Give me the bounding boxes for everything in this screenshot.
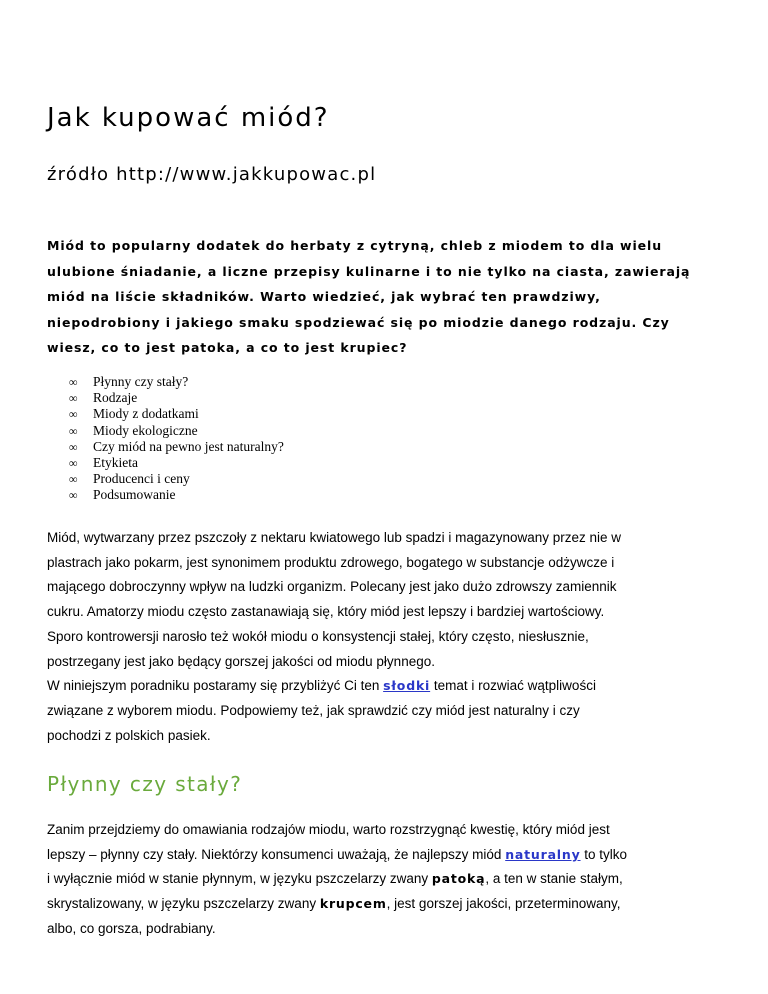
infinity-bullet-icon: ∞ bbox=[69, 439, 78, 454]
toc-item[interactable] bbox=[47, 455, 284, 471]
infinity-bullet-icon: ∞ bbox=[69, 456, 78, 471]
toc-item-label: Rodzaje bbox=[93, 390, 138, 406]
body-text: to tylko bbox=[580, 846, 628, 862]
toc-item[interactable] bbox=[47, 406, 284, 422]
toc-item[interactable] bbox=[47, 439, 284, 455]
body-paragraph bbox=[47, 526, 727, 748]
toc-item[interactable] bbox=[47, 374, 284, 390]
toc-item-label: Miody z dodatkami bbox=[93, 406, 199, 422]
body-text: skrystalizowany, w języku pszczelarzy zwany bbox=[47, 896, 320, 912]
intro-line: ulubione śniadanie, a liczne przepisy kulinarne i to nie tylko na ciasta, zawierają bbox=[47, 263, 691, 279]
body-line: Sporo kontrowersji narosło też wokół miodu o konsystencji stałej, który często, niesłusznie, bbox=[47, 628, 589, 644]
toc-item-label: Płynny czy stały? bbox=[93, 374, 189, 389]
natural-link[interactable]: naturalny bbox=[505, 846, 581, 862]
intro-line: miód na liście składników. Warto wiedzieć, jak wybrać ten prawdziwy, bbox=[47, 289, 601, 304]
section-heading: Płynny czy stały? bbox=[47, 772, 243, 796]
article-source: źródło http://www.jakkupowac.pl bbox=[47, 164, 377, 185]
body-line: postrzegany jest jako będący gorszej jakości od miodu płynnego. bbox=[47, 653, 435, 669]
section-paragraph bbox=[47, 818, 727, 942]
bold-term: patoką bbox=[431, 871, 486, 887]
body-text: , a ten w stanie stałym, bbox=[485, 871, 623, 887]
body-text: temat i rozwiać wątpliwości bbox=[430, 678, 596, 694]
toc-item-label: Podsumowanie bbox=[93, 487, 176, 503]
body-line: pochodzi z polskich pasiek. bbox=[47, 727, 211, 743]
infinity-bullet-icon: ∞ bbox=[69, 407, 78, 422]
infinity-bullet-icon: ∞ bbox=[69, 488, 78, 503]
intro-line: niepodrobiony i jakiego smaku spodziewać się po miodzie danego rodzaju. Czy bbox=[47, 314, 670, 330]
sweet-link[interactable]: słodki bbox=[383, 678, 431, 694]
body-text: , jest gorszej jakości, przeterminowany, bbox=[386, 896, 621, 912]
body-line: plastrach jako pokarm, jest synonimem produktu zdrowego, bogatego w substancje odżywcze i bbox=[47, 554, 615, 570]
body-line: mającego dobroczynny wpływ na ludzki organizm. Polecany jest jako dużo zdrowszy zamiennik bbox=[47, 579, 617, 595]
bold-term: krupcem bbox=[319, 896, 387, 912]
article-title: Jak kupować miód? bbox=[47, 103, 330, 133]
intro-line: wiesz, co to jest patoka, a co to jest krupiec? bbox=[47, 340, 408, 355]
infinity-bullet-icon: ∞ bbox=[69, 391, 78, 406]
toc-item-label: Miody ekologiczne bbox=[93, 422, 198, 438]
body-text: lepszy – płynny czy stały. Niektórzy konsumenci uważają, że najlepszy miód bbox=[47, 846, 506, 862]
infinity-bullet-icon: ∞ bbox=[69, 423, 78, 438]
table-of-contents bbox=[47, 374, 284, 504]
toc-item[interactable] bbox=[47, 390, 284, 406]
toc-item[interactable] bbox=[47, 487, 284, 503]
intro-line: Miód to popularny dodatek do herbaty z cytryną, chleb z miodem to dla wielu bbox=[47, 238, 663, 253]
toc-item-label: Etykieta bbox=[93, 455, 138, 471]
toc-item[interactable] bbox=[47, 471, 284, 487]
body-text: i wyłącznie miód w stanie płynnym, w języku pszczelarzy zwany bbox=[47, 871, 432, 887]
infinity-bullet-icon: ∞ bbox=[69, 472, 78, 487]
body-line: cukru. Amatorzy miodu często zastanawiają się, który miód jest lepszy i bardziej wartościowy. bbox=[47, 604, 605, 620]
body-line: Zanim przejdziemy do omawiania rodzajów miodu, warto rozstrzygnąć kwestię, który miód jest bbox=[47, 822, 610, 837]
toc-item-label: Producenci i ceny bbox=[93, 471, 190, 487]
toc-item-label: Czy miód na pewno jest naturalny? bbox=[93, 438, 284, 454]
body-line: związane z wyborem miodu. Podpowiemy też, jak sprawdzić czy miód jest naturalny i czy bbox=[47, 702, 580, 718]
toc-item[interactable] bbox=[47, 423, 284, 439]
infinity-bullet-icon: ∞ bbox=[69, 375, 78, 389]
intro-paragraph bbox=[47, 233, 727, 361]
body-text: W niniejszym poradniku postaramy się przybliżyć Ci ten bbox=[47, 678, 384, 694]
body-line: albo, co gorsza, podrabiany. bbox=[47, 920, 216, 936]
body-line: Miód, wytwarzany przez pszczoły z nektaru kwiatowego lub spadzi i magazynowany przez nie w bbox=[47, 530, 622, 545]
